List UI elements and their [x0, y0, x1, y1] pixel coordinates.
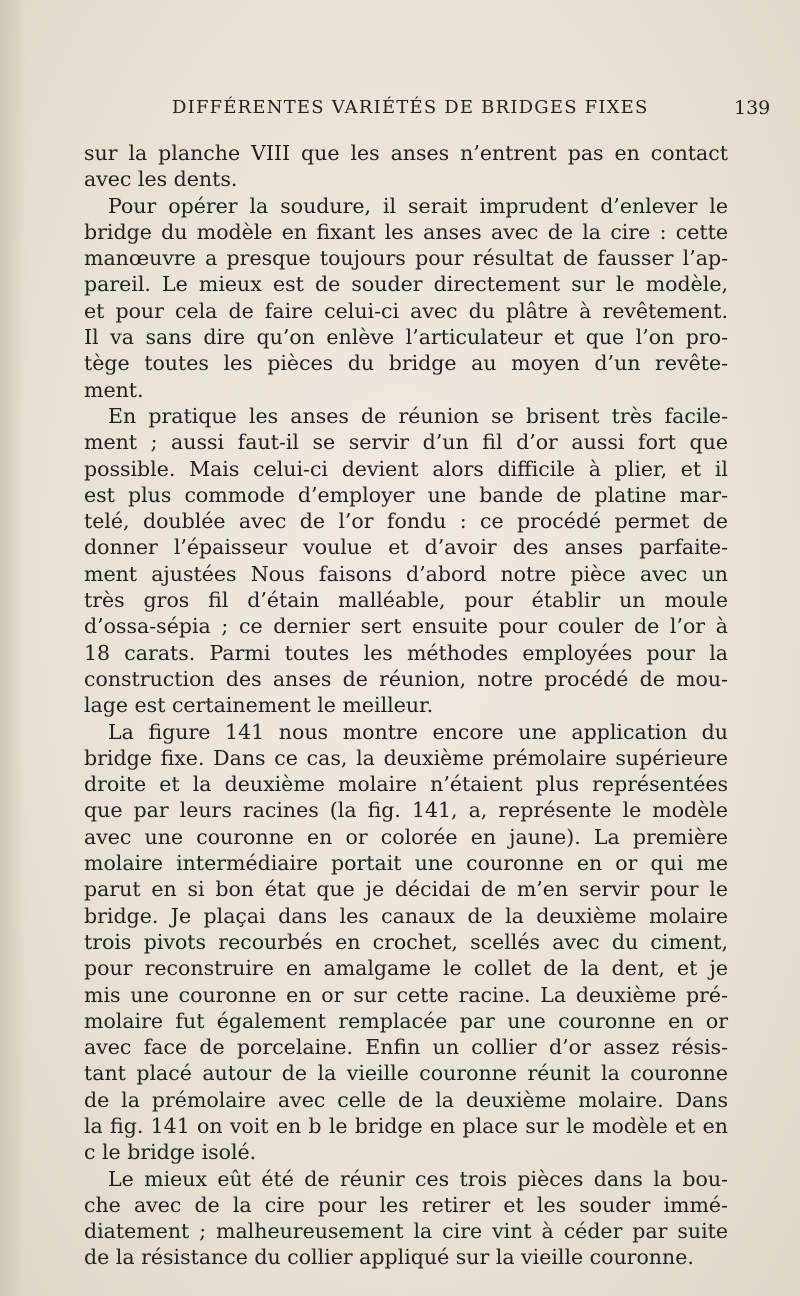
text-line: molaire intermédiaire portait une couronne en or qui me: [84, 851, 728, 876]
text-line: très gros fil d’étain malléable, pour établir un moule: [84, 588, 728, 613]
text-line: che avec de la cire pour les retirer et les souder immé-: [84, 1192, 728, 1217]
text-line: molaire fut également remplacée par une couronne en or: [84, 1008, 728, 1033]
running-title: DIFFÉRENTES VARIÉTÉS DE BRIDGES FIXES: [172, 97, 649, 118]
text-line: trois pivots recourbés en crochet, scellés avec du ciment,: [84, 929, 728, 954]
text-line: est plus commode d’employer une bande de platine mar-: [84, 482, 728, 507]
text-line: la fig. 141 on voit en b le bridge en place sur le modèle et en: [84, 1113, 728, 1138]
text-line: d’ossa-sépia ; ce dernier sert ensuite pour couler de l’or à: [84, 614, 728, 639]
text-line: Le mieux eût été de réunir ces trois pièces dans la bou-: [108, 1166, 728, 1191]
text-line: construction des anses de réunion, notre procédé de mou-: [84, 666, 728, 691]
text-line: ment ; aussi faut-il se servir d’un fil d’or aussi fort que: [84, 430, 728, 455]
page-number: 139: [734, 97, 771, 119]
text-line: telé, doublée avec de l’or fondu : ce procédé permet de: [84, 509, 728, 534]
text-line: de la prémolaire avec celle de la deuxième molaire. Dans: [84, 1087, 728, 1112]
text-line: bridge fixe. Dans ce cas, la deuxième prémolaire supérieure: [84, 745, 728, 770]
text-line: mis une couronne en or sur cette racine. La deuxième pré-: [84, 982, 728, 1007]
page-header: [0, 97, 800, 123]
text-line: de la résistance du collier appliqué sur la vieille couronne.: [84, 1245, 694, 1270]
text-line: pour reconstruire en amalgame le collet de la dent, et je: [84, 956, 728, 981]
text-line: ment.: [84, 377, 144, 402]
text-line: pareil. Le mieux est de souder directement sur le modèle,: [84, 272, 728, 297]
text-line: manœuvre a presque toujours pour résultat de fausser l’ap-: [84, 246, 728, 271]
text-line: Pour opérer la soudure, il serait imprudent d’enlever le: [108, 193, 728, 218]
text-line: En pratique les anses de réunion se brisent très facile-: [108, 403, 728, 428]
body-text: [84, 140, 728, 1271]
page-gutter-shadow: [0, 0, 26, 1296]
text-line: et pour cela de faire celui-ci avec du plâtre à revêtement.: [84, 298, 728, 323]
text-line: c le bridge isolé.: [84, 1140, 257, 1165]
text-line: ment ajustées Nous faisons d’abord notre pièce avec un: [84, 561, 728, 586]
text-line: avec une couronne en or colorée en jaune). La première: [84, 824, 728, 849]
text-line: lage est certainement le meilleur.: [84, 693, 434, 718]
text-line: La figure 141 nous montre encore une application du: [108, 719, 728, 744]
text-line: avec face de porcelaine. Enfin un collier d’or assez résis-: [84, 1035, 728, 1060]
text-line: Il va sans dire qu’on enlève l’articulateur et que l’on pro-: [84, 325, 728, 350]
text-line: tège toutes les pièces du bridge au moyen d’un revête-: [84, 351, 728, 376]
text-line: diatement ; malheureusement la cire vint à céder par suite: [84, 1219, 728, 1244]
text-line: droite et la deuxième molaire n’étaient plus représentées: [84, 772, 728, 797]
text-line: donner l’épaisseur voulue et d’avoir des anses parfaite-: [84, 535, 728, 560]
text-line: que par leurs racines (la fig. 141, a, représente le modèle: [84, 798, 728, 823]
text-line: 18 carats. Parmi toutes les méthodes employées pour la: [84, 640, 728, 665]
text-line: parut en si bon état que je décidai de m’en servir pour le: [84, 877, 728, 902]
text-line: bridge du modèle en fixant les anses avec de la cire : cette: [84, 219, 728, 244]
text-line: possible. Mais celui-ci devient alors difficile à plier, et il: [84, 456, 728, 481]
text-line: bridge. Je plaçai dans les canaux de la deuxième molaire: [84, 903, 728, 928]
text-line: sur la planche VIII que les anses n’entrent pas en contact: [84, 141, 728, 165]
text-line: avec les dents.: [84, 167, 238, 192]
text-line: tant placé autour de la vieille couronne réunit la couronne: [84, 1061, 728, 1086]
